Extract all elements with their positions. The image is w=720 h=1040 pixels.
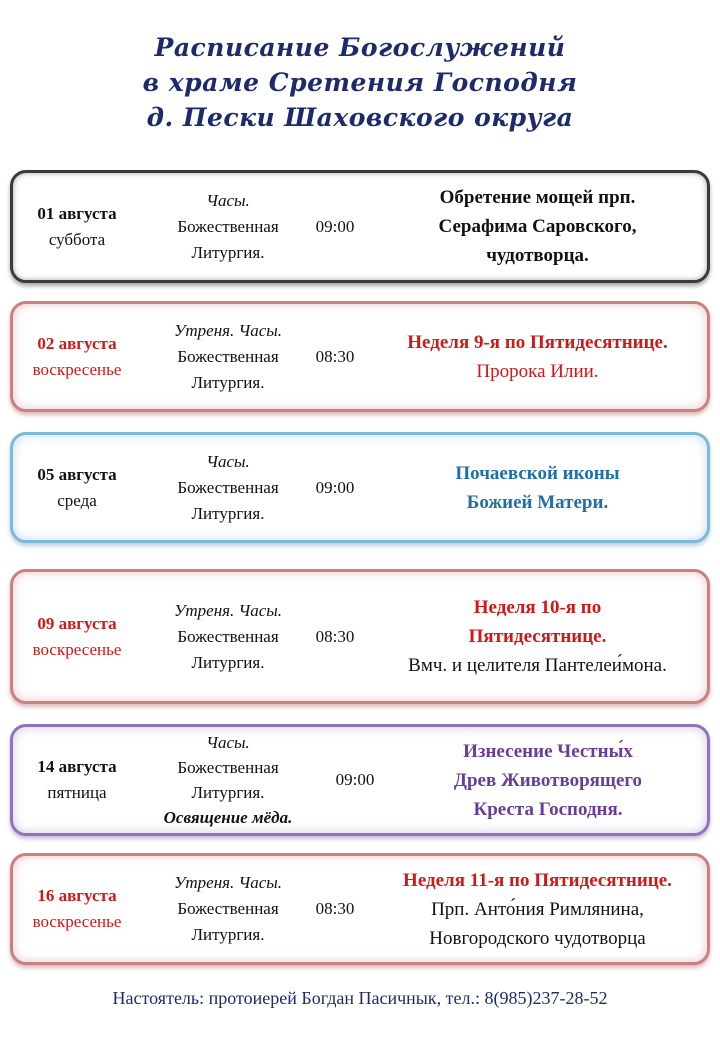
- service-line: Литургия.: [191, 372, 265, 392]
- time-value: 08:30: [315, 899, 355, 918]
- date-label: 05 августа: [37, 464, 117, 484]
- date-cell: [13, 856, 141, 962]
- schedule-card-aug-16: [10, 853, 710, 965]
- weekday-label: суббота: [48, 229, 106, 249]
- service-line: Литургия.: [191, 503, 265, 523]
- time-label: [305, 304, 365, 409]
- date-cell: [13, 572, 141, 701]
- services-cell: [148, 435, 308, 540]
- weekday-label: воскресенье: [32, 359, 122, 379]
- feast-cell: [383, 727, 713, 833]
- service-line: Литургия.: [191, 925, 265, 944]
- schedule-card-aug-05: [10, 432, 710, 543]
- services-cell: [148, 572, 308, 701]
- date-label: 14 августа: [37, 757, 117, 776]
- feast-line: Почаевской иконы: [455, 462, 620, 484]
- services-cell: [148, 727, 308, 833]
- schedule-card-aug-01: [10, 170, 710, 283]
- service-line: Божественная: [177, 626, 279, 646]
- time-label: [325, 727, 385, 833]
- weekday-label: воскресенье: [32, 639, 122, 659]
- weekday-label: среда: [57, 490, 97, 510]
- feast-line: чудотворца.: [486, 245, 589, 266]
- title-line-1: Расписание Богослужений: [154, 33, 566, 62]
- services-cell: [148, 856, 308, 962]
- time-label: [305, 572, 365, 701]
- time-value: 09:00: [315, 216, 355, 236]
- time-label: [305, 856, 365, 962]
- feast-line: Неделя 11-я по Пятидесятнице.: [403, 869, 672, 891]
- feast-cell: [365, 856, 710, 962]
- date-cell: [13, 173, 141, 280]
- feast-line: Креста Господня.: [473, 798, 623, 820]
- time-value: 09:00: [335, 770, 375, 789]
- feast-line: Неделя 9-я по Пятидесятнице.: [407, 331, 668, 353]
- date-cell: [13, 304, 141, 409]
- date-label: 09 августа: [37, 613, 117, 633]
- feast-line: Древ Животворящего: [453, 769, 643, 791]
- feast-line: Новгородского чудотворца: [429, 927, 646, 949]
- weekday-label: воскресенье: [32, 912, 122, 931]
- time-value: 08:30: [315, 626, 355, 646]
- service-line: Божественная: [177, 758, 279, 777]
- title-line-3: д. Пески Шаховского округа: [146, 103, 574, 132]
- feast-line: Серафима Саровского,: [438, 216, 637, 237]
- feast-cell: [365, 572, 710, 701]
- feast-line: Вмч. и целителя Пантелеи́мона.: [408, 655, 667, 676]
- schedule-card-aug-02: [10, 301, 710, 412]
- date-cell: [13, 435, 141, 540]
- service-line: Часы.: [206, 733, 250, 752]
- feast-line: Пророка Илии.: [476, 360, 599, 382]
- service-line: Утреня. Часы.: [173, 320, 283, 340]
- feast-line: Божией Матери.: [466, 491, 609, 513]
- service-line: Божественная: [177, 477, 279, 497]
- service-line: Литургия.: [191, 783, 265, 802]
- feast-line: Прп. Анто́ния Римлянина,: [431, 898, 644, 920]
- service-line: Освящение мёда.: [163, 808, 293, 827]
- feast-cell: [365, 173, 710, 280]
- date-cell: [13, 727, 141, 833]
- service-line: Литургия.: [191, 652, 265, 672]
- service-line: Утреня. Часы.: [173, 600, 283, 620]
- title-line-2: в храме Сретения Господня: [142, 68, 578, 97]
- service-line: Божественная: [177, 216, 279, 236]
- feast-line: Пятидесятнице.: [468, 626, 607, 647]
- time-label: [305, 173, 365, 280]
- service-line: Часы.: [206, 451, 250, 471]
- schedule-card-aug-14: [10, 724, 710, 836]
- service-line: Литургия.: [191, 242, 265, 262]
- schedule-card-aug-09: [10, 569, 710, 704]
- feast-cell: [365, 435, 710, 540]
- feast-line: Изнесение Честны́х: [463, 740, 633, 762]
- service-line: Божественная: [177, 346, 279, 366]
- service-line: Божественная: [177, 899, 279, 918]
- weekday-label: пятница: [47, 783, 107, 802]
- services-cell: [148, 304, 308, 409]
- date-label: 01 августа: [37, 203, 117, 223]
- time-value: 09:00: [315, 477, 355, 497]
- feast-line: Обретение мощей прп.: [439, 187, 636, 208]
- services-cell: [148, 173, 308, 280]
- rector-contact: Настоятель: протоиерей Богдан Пасичнык, тел.: 8(985)237-28-52: [112, 988, 608, 1008]
- time-label: [305, 435, 365, 540]
- date-label: 02 августа: [37, 333, 117, 353]
- service-line: Утреня. Часы.: [173, 873, 283, 892]
- feast-line: Неделя 10-я по: [473, 597, 602, 618]
- date-label: 16 августа: [37, 886, 117, 905]
- service-line: Часы.: [206, 190, 250, 210]
- time-value: 08:30: [315, 346, 355, 366]
- schedule-title: [0, 30, 720, 135]
- feast-cell: [365, 304, 710, 409]
